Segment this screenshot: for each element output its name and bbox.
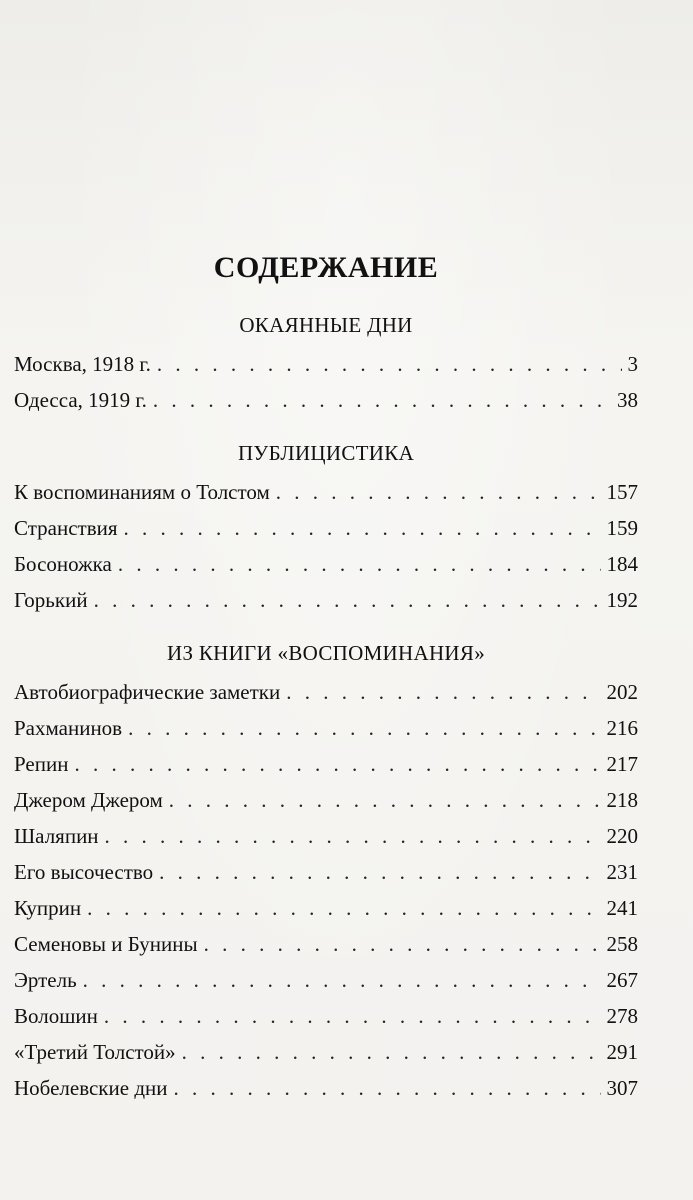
entry-page-number: 231 <box>606 860 638 884</box>
entry-page-number: 218 <box>606 788 638 812</box>
entry-title: Куприн <box>14 896 82 920</box>
toc-entry <box>14 346 638 382</box>
section-spacer <box>14 618 638 638</box>
dot-leader <box>87 890 600 926</box>
toc-entry <box>14 382 638 418</box>
entry-page-number: 216 <box>606 716 638 740</box>
entry-title: Шаляпин <box>14 824 99 848</box>
toc-entry <box>14 854 638 890</box>
toc-entry <box>14 782 638 818</box>
dot-leader <box>83 962 601 998</box>
section-heading: ОКАЯННЫЕ ДНИ <box>239 313 413 337</box>
dot-leader <box>182 1034 601 1070</box>
entry-page-number: 278 <box>606 1004 638 1028</box>
section-vospominaniya <box>14 638 638 1106</box>
entry-page-number: 307 <box>606 1076 638 1100</box>
entry-page-number: 291 <box>606 1040 638 1064</box>
toc-entry <box>14 474 638 510</box>
dot-leader <box>74 746 600 782</box>
toc-entry <box>14 926 638 962</box>
dot-leader <box>153 382 611 418</box>
dot-leader <box>105 818 601 854</box>
dot-leader <box>118 546 601 582</box>
entry-title: Босоножка <box>14 552 112 576</box>
entry-page-number: 184 <box>606 552 638 576</box>
section-okayannye-dni <box>14 310 638 418</box>
entry-title: Волошин <box>14 1004 98 1028</box>
toc-entry <box>14 582 638 618</box>
dot-leader <box>104 998 601 1034</box>
entry-title: Автобиографические заметки <box>14 680 281 704</box>
entry-page-number: 38 <box>617 388 638 412</box>
dot-leader <box>169 782 601 818</box>
section-heading: ПУБЛИЦИСТИКА <box>237 441 415 465</box>
entry-page-number: 159 <box>606 516 638 540</box>
entry-page-number: 217 <box>606 752 638 776</box>
entry-title: Его высочество <box>14 860 154 884</box>
toc-entry <box>14 1070 638 1106</box>
toc-entry <box>14 746 638 782</box>
entry-title: Странствия <box>14 516 118 540</box>
table-of-contents <box>14 248 638 1106</box>
dot-leader <box>204 926 601 962</box>
toc-entry <box>14 998 638 1034</box>
entry-title: Горький <box>14 588 88 612</box>
entry-page-number: 192 <box>606 588 638 612</box>
entry-page-number: 258 <box>606 932 638 956</box>
entry-title: «Третий Толстой» <box>14 1040 176 1064</box>
entry-page-number: 267 <box>606 968 638 992</box>
dot-leader <box>124 510 601 546</box>
toc-title: СОДЕРЖАНИЕ <box>213 251 439 284</box>
entry-title: Джером Джером <box>14 788 163 812</box>
entry-page-number: 157 <box>606 480 638 504</box>
toc-entry <box>14 1034 638 1070</box>
section-publitsistika <box>14 438 638 618</box>
entry-page-number: 3 <box>627 352 638 376</box>
entry-title: Одесса, 1919 г. <box>14 388 147 412</box>
toc-entry <box>14 890 638 926</box>
dot-leader <box>173 1070 600 1106</box>
entry-page-number: 202 <box>606 680 638 704</box>
entry-title: К воспоминаниям о Толстом <box>14 480 270 504</box>
dot-leader <box>276 474 601 510</box>
entry-title: Семеновы и Бунины <box>14 932 198 956</box>
dot-leader <box>157 346 622 382</box>
toc-entry <box>14 510 638 546</box>
entry-title: Москва, 1918 г. <box>14 352 151 376</box>
dot-leader <box>94 582 601 618</box>
entry-page-number: 220 <box>606 824 638 848</box>
toc-entry <box>14 546 638 582</box>
section-spacer <box>14 418 638 438</box>
entry-title: Эртель <box>14 968 77 992</box>
entry-title: Репин <box>14 752 69 776</box>
dot-leader <box>128 710 600 746</box>
entry-title: Нобелевские дни <box>14 1076 168 1100</box>
toc-entry <box>14 674 638 710</box>
toc-entry <box>14 962 638 998</box>
toc-entry <box>14 710 638 746</box>
dot-leader <box>159 854 600 890</box>
toc-entry <box>14 818 638 854</box>
entry-page-number: 241 <box>606 896 638 920</box>
entry-title: Рахманинов <box>14 716 123 740</box>
dot-leader <box>286 674 600 710</box>
section-heading: ИЗ КНИГИ «ВОСПОМИНАНИЯ» <box>166 641 485 665</box>
